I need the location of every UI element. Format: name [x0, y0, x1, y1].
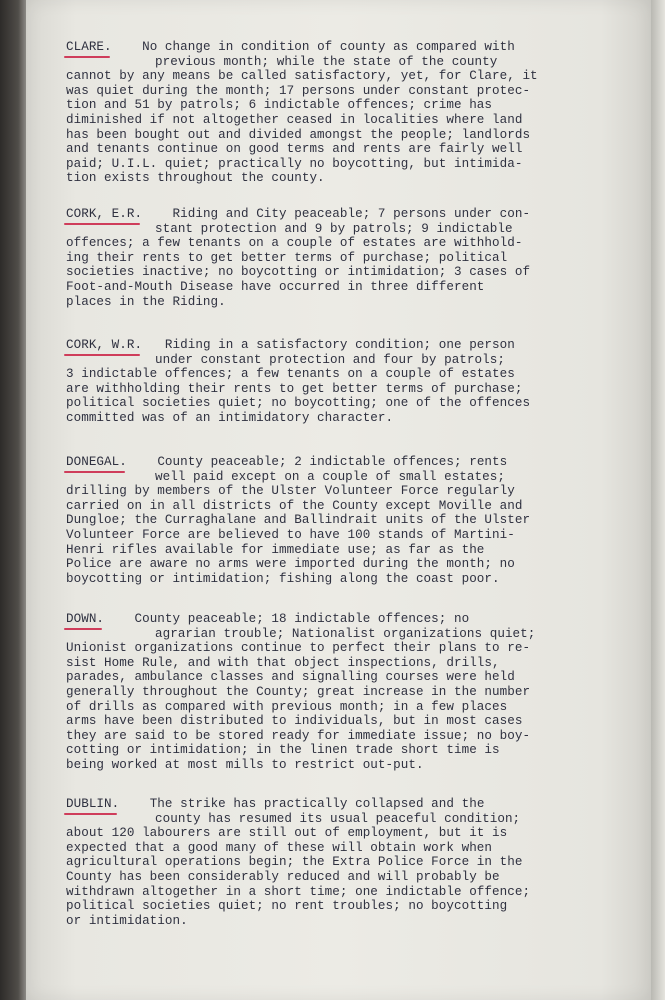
entry-down [66, 612, 636, 773]
entry-line: diminished if not altogether ceased in localities where land [66, 112, 523, 127]
entry-cork-er [66, 207, 636, 309]
entry-first-line [66, 207, 636, 222]
entry-line: expected that a good many of these will obtain work when [66, 840, 493, 855]
county-heading: DUBLIN. [66, 797, 120, 811]
entry-dublin [66, 797, 636, 928]
entry-line: previous month; while the state of the county [155, 54, 498, 69]
entry-line: arms have been distributed to individuals, but in most cases [66, 714, 523, 729]
entry-first-text: Riding and City peaceable; 7 persons under con- [172, 207, 531, 221]
county-heading: DONEGAL. [66, 455, 127, 469]
entry-line: places in the Riding. [66, 294, 226, 309]
entry-line: tion exists throughout the county. [66, 171, 325, 186]
entry-first-line [66, 612, 636, 627]
entry-first-line [66, 797, 636, 812]
page-shadow-right [651, 0, 665, 1000]
entry-line: they are said to be stored ready for immediate issue; no boy- [66, 728, 531, 743]
entry-line: withdrawn altogether in a short time; one indictable offence; [66, 884, 531, 899]
entry-donegal [66, 455, 636, 586]
entry-line: sist Home Rule, and with that object inspections, drills, [66, 655, 500, 670]
entry-line: drilling by members of the Ulster Volunteer Force regularly [66, 484, 515, 499]
entry-first-line [66, 40, 636, 55]
entry-line: 3 indictable offences; a few tenants on a couple of estates [66, 367, 515, 382]
entry-first-text: The strike has practically collapsed and the [149, 797, 485, 811]
entry-line: Police are aware no arms were imported during the month; no [66, 557, 515, 572]
entry-line: generally throughout the County; great increase in the number [66, 684, 531, 699]
entry-line: are withholding their rents to get better terms of purchase; [66, 381, 523, 396]
entry-line: paid; U.I.L. quiet; practically no boycotting, but intimida- [66, 156, 523, 171]
entry-line: has been bought out and divided amongst the people; landlords [66, 127, 531, 142]
entry-line: political societies quiet; no rent troubles; no boycotting [66, 899, 508, 914]
entry-line: or intimidation. [66, 913, 188, 928]
entry-line: Unionist organizations continue to perfect their plans to re- [66, 641, 531, 656]
entry-line: agrarian trouble; Nationalist organizations quiet; [155, 626, 536, 641]
entry-line: committed was of an intimidatory character. [66, 410, 394, 425]
county-heading: CLARE. [66, 40, 112, 54]
entry-line: parades, ambulance classes and signalling courses were held [66, 670, 515, 685]
entry-line: societies inactive; no boycotting or intimidation; 3 cases of [66, 265, 531, 280]
entry-line: well paid except on a couple of small estates; [155, 469, 505, 484]
entry-line: agricultural operations begin; the Extra Police Force in the [66, 855, 523, 870]
entry-first-line [66, 455, 636, 470]
entry-first-text: County peaceable; 2 indictable offences; rents [157, 455, 508, 469]
entry-cork-wr [66, 338, 636, 426]
county-heading: DOWN. [66, 612, 105, 626]
entry-line: ing their rents to get better terms of purchase; political [66, 250, 508, 265]
entry-line: about 120 labourers are still out of employment, but it is [66, 826, 508, 841]
entry-line: county has resumed its usual peaceful condition; [155, 811, 521, 826]
county-heading: CORK, E.R. [66, 207, 143, 221]
entry-line: under constant protection and four by patrols; [155, 352, 505, 367]
entry-line: Volunteer Force are believed to have 100 stands of Martini- [66, 527, 515, 542]
entry-line: tion and 51 by patrols; 6 indictable offences; crime has [66, 98, 493, 113]
page-shadow-left [0, 0, 26, 1000]
entry-clare [66, 40, 636, 186]
county-heading: CORK, W.R. [66, 338, 143, 352]
entry-line: was quiet during the month; 17 persons under constant protec- [66, 83, 531, 98]
entry-line: being worked at most mills to restrict out-put. [66, 757, 424, 772]
entry-line: boycotting or intimidation; fishing along the coast poor. [66, 571, 500, 586]
entry-line: cannot by any means be called satisfactory, yet, for Clare, it [66, 69, 538, 84]
entry-line: cotting or intimidation; in the linen trade short time is [66, 743, 500, 758]
document-page [26, 0, 651, 1000]
entry-first-text: Riding in a satisfactory condition; one person [164, 338, 515, 352]
entry-first-text: County peaceable; 18 indictable offences; no [134, 612, 470, 626]
entry-line: political societies quiet; no boycotting; one of the offences [66, 396, 531, 411]
entry-first-text: No change in condition of county as compared with [142, 40, 515, 54]
entry-line: Dungloe; the Curraghalane and Ballindrait units of the Ulster [66, 513, 531, 528]
entry-line: and tenants continue on good terms and rents are fairly well [66, 142, 523, 157]
entry-line: stant protection and 9 by patrols; 9 indictable [155, 221, 513, 236]
entry-line: offences; a few tenants on a couple of estates are withhold- [66, 236, 523, 251]
entry-line: Henri rifles available for immediate use; as far as the [66, 542, 485, 557]
entry-line: County has been considerably reduced and will probably be [66, 869, 500, 884]
entry-line: carried on in all districts of the County except Moville and [66, 498, 523, 513]
entry-line: Foot-and-Mouth Disease have occurred in three different [66, 279, 485, 294]
entry-first-line [66, 338, 636, 353]
entry-line: of drills as compared with previous month; in a few places [66, 699, 508, 714]
